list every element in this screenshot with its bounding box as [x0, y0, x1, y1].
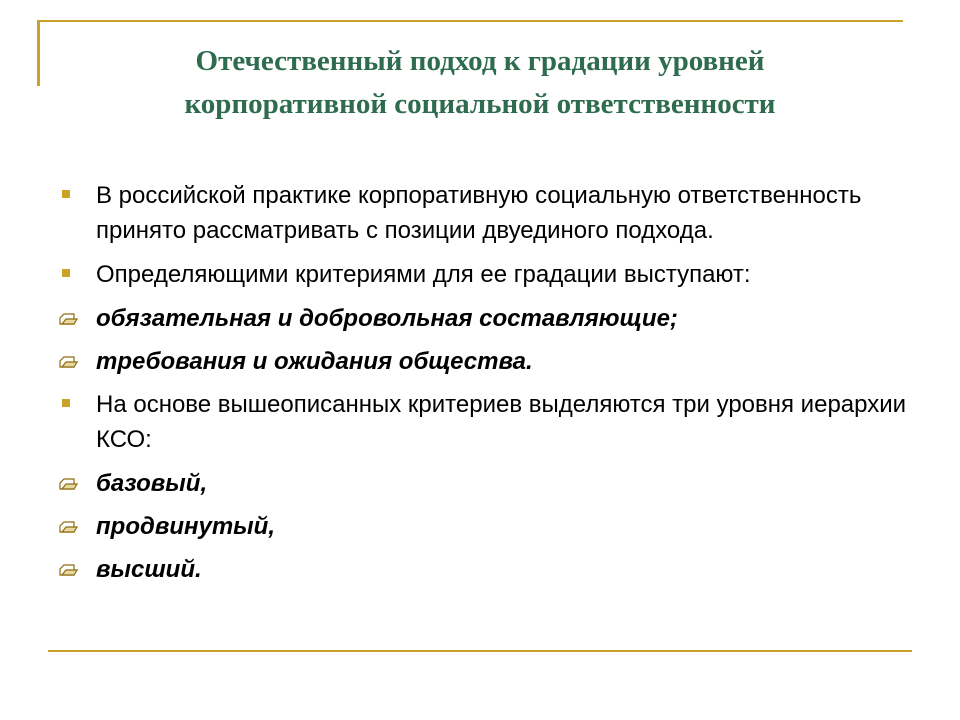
bullet-text: В российской практике корпоративную социальную ответственность принято рассматривать с позиции двуединого подхода. [96, 182, 862, 244]
folder-bullet-icon [58, 563, 78, 577]
bullet-item-3 [58, 387, 918, 457]
sub-bullet-text: обязательная и добровольная составляющие; [96, 305, 678, 332]
frame-accent-top [37, 20, 903, 22]
folder-bullet-icon [58, 312, 78, 326]
square-bullet-icon [62, 190, 70, 198]
bullet-text: Определяющими критериями для ее градации выступают: [96, 261, 751, 288]
title-line-1: Отечественный подход к градации уровней [195, 45, 765, 77]
sub-bullet-item-4 [58, 509, 918, 544]
bullet-list [58, 178, 918, 595]
bullet-text: На основе вышеописанных критериев выделяются три уровня иерархии КСО: [96, 391, 907, 453]
folder-bullet-icon [58, 520, 78, 534]
square-bullet-icon [62, 399, 70, 407]
sub-bullet-item-3 [58, 466, 918, 501]
sub-bullet-text: базовый, [96, 470, 208, 497]
folder-bullet-icon [58, 477, 78, 491]
folder-bullet-icon [58, 355, 78, 369]
sub-bullet-text: высший. [96, 556, 202, 583]
sub-bullet-item-1 [58, 301, 918, 336]
frame-accent-bottom [48, 650, 912, 652]
slide-title [60, 40, 900, 126]
sub-bullet-text: продвинутый, [96, 513, 275, 540]
bullet-item-1 [58, 178, 918, 248]
title-line-2: корпоративной социальной ответственности [184, 88, 776, 120]
square-bullet-icon [62, 269, 70, 277]
sub-bullet-text: требования и ожидания общества. [96, 348, 533, 375]
bullet-item-2 [58, 257, 918, 292]
sub-bullet-item-5 [58, 552, 918, 587]
sub-bullet-item-2 [58, 344, 918, 379]
frame-accent-left [37, 20, 40, 86]
